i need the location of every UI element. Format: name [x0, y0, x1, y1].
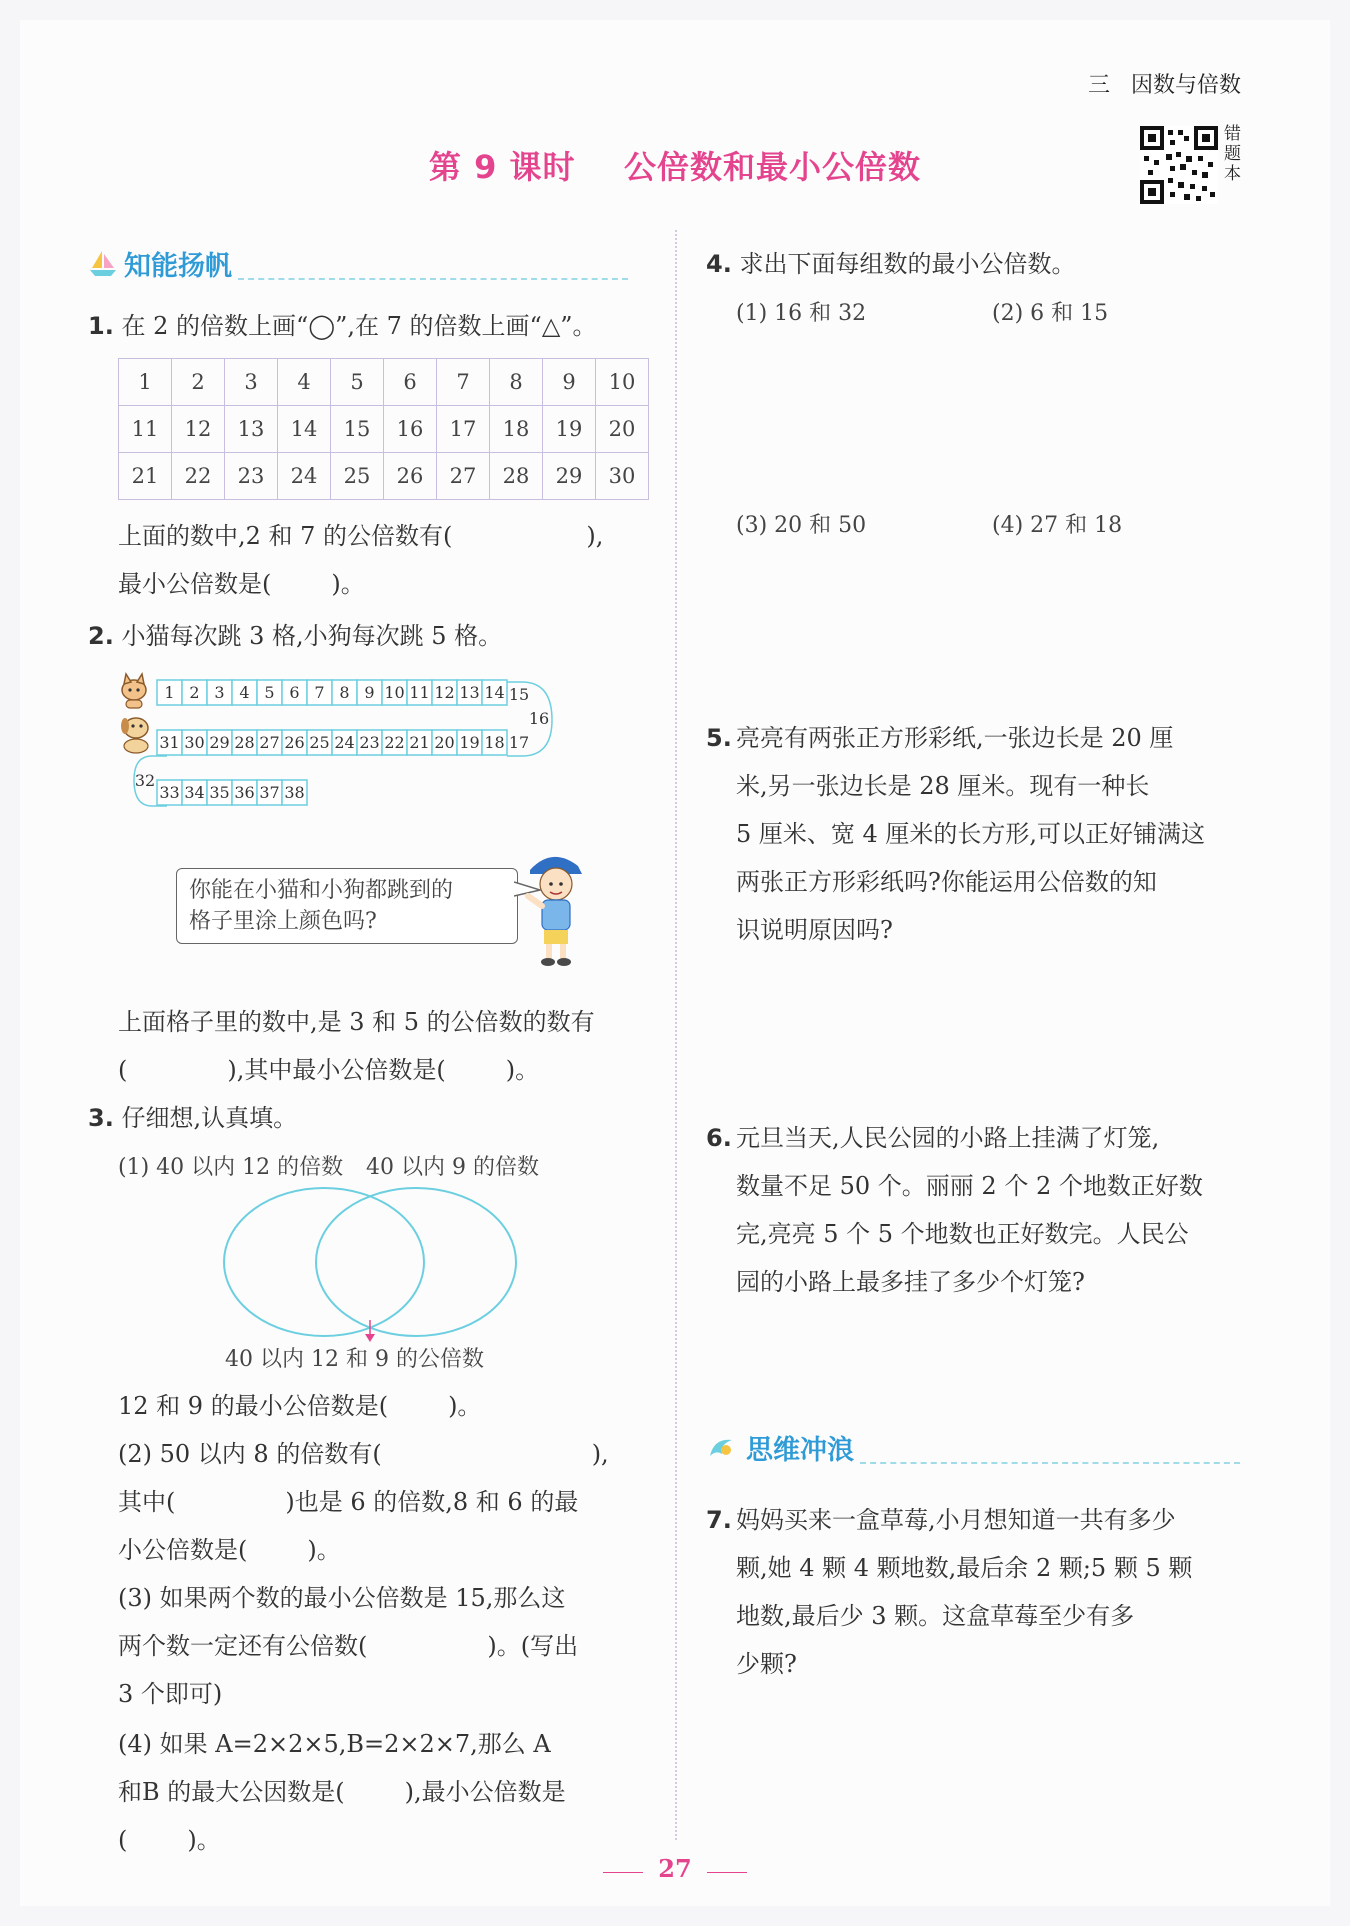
lesson-title	[20, 142, 1330, 188]
q3-part3-line2	[118, 1622, 578, 1670]
track-cell-label: 4	[239, 683, 250, 702]
track-cell-label: 9	[364, 683, 375, 702]
question-line: 识说明原因吗?	[736, 916, 893, 944]
answer-prefix: (	[118, 1056, 128, 1084]
workbook-page	[20, 20, 1330, 1906]
question-line: 完,亮亮 5 个 5 个地数也正好数完。人民公	[736, 1220, 1189, 1248]
answer-suffix: )也是 6 的倍数,8 和 6 的最	[285, 1488, 579, 1516]
grid-cell[interactable]: 5	[331, 359, 384, 406]
grid-cell[interactable]: 24	[278, 453, 331, 500]
question-line: 亮亮有两张正方形彩纸,一张边长是 20 厘	[736, 724, 1174, 752]
question-line: 妈妈买来一盒草莓,小月想知道一共有多少	[736, 1506, 1176, 1534]
venn-label-right: 40 以内 9 的倍数	[366, 1155, 539, 1180]
question-line: 数量不足 50 个。丽丽 2 个 2 个地数正好数	[736, 1172, 1203, 1200]
answer-prefix: (	[118, 1826, 128, 1854]
grid-cell[interactable]: 12	[172, 406, 225, 453]
q3-part2-line2	[118, 1478, 578, 1526]
grid-cell[interactable]: 23	[225, 453, 278, 500]
speech-bubble	[176, 868, 518, 944]
track-cell-label: 35	[209, 783, 230, 802]
q3-part2-line1	[118, 1430, 609, 1478]
track-cell-label: 13	[459, 683, 480, 702]
question-number: 4.	[706, 250, 732, 278]
question-number: 3.	[88, 1104, 114, 1132]
answer-prefix: 其中(	[118, 1488, 176, 1516]
question-line: 5 厘米、宽 4 厘米的长方形,可以正好铺满这	[736, 820, 1206, 848]
section-title-1: 知能扬帆	[124, 251, 232, 282]
grid-cell[interactable]: 10	[596, 359, 649, 406]
answer-suffix: )。	[448, 1392, 482, 1420]
track-cell-label: 19	[459, 733, 480, 752]
question-line: 两张正方形彩纸吗?你能运用公倍数的知	[736, 868, 1157, 896]
track-cell-label: 36	[234, 783, 255, 802]
question-2-text	[88, 612, 502, 660]
chapter-title: 因数与倍数	[1131, 73, 1242, 98]
q3-part2-line3	[118, 1526, 341, 1574]
track-cell-label: 15	[508, 685, 530, 704]
dog-icon	[121, 718, 148, 753]
q4-item-1: (1) 16 和 32	[736, 301, 867, 326]
question-7	[706, 1496, 1193, 1678]
answer-prefix: 12 和 9 的最小公倍数是(	[118, 1392, 389, 1420]
grid-row	[119, 453, 649, 500]
answer-suffix: )。(写出	[487, 1632, 579, 1660]
number-grid	[118, 358, 649, 500]
grid-row	[119, 359, 649, 406]
grid-cell[interactable]: 22	[172, 453, 225, 500]
q3-part4-line1: (4) 如果 A=2×2×5,B=2×2×7,那么 A	[118, 1730, 551, 1758]
grid-cell[interactable]: 14	[278, 406, 331, 453]
track-cell-label: 10	[384, 683, 405, 702]
q3-part3-line1: (3) 如果两个数的最小公倍数是 15,那么这	[118, 1584, 566, 1612]
track-cell-label: 3	[214, 683, 225, 702]
grid-cell[interactable]: 8	[490, 359, 543, 406]
track-cell-label: 21	[409, 733, 430, 752]
grid-cell[interactable]: 29	[543, 453, 596, 500]
answer-suffix: ),	[586, 522, 604, 550]
answer-prefix: 两个数一定还有公倍数(	[118, 1632, 368, 1660]
track-cell-label: 20	[434, 733, 455, 752]
q3-part1-answer	[118, 1382, 481, 1430]
answer-suffix: ),	[591, 1440, 609, 1468]
track-cell-label: 27	[259, 733, 280, 752]
section-heading-1	[88, 242, 648, 288]
grid-cell[interactable]: 21	[119, 453, 172, 500]
question-line: 元旦当天,人民公园的小路上挂满了灯笼,	[736, 1124, 1160, 1152]
q3-part3-line3: 3 个即可)	[118, 1680, 223, 1708]
chapter-number: 三	[1088, 73, 1111, 98]
grid-cell[interactable]: 13	[225, 406, 278, 453]
question-5-lines	[736, 714, 1205, 954]
question-6-lines	[736, 1114, 1203, 1306]
grid-cell[interactable]: 19	[543, 406, 596, 453]
q4-item-4: (4) 27 和 18	[992, 513, 1123, 538]
question-4-prompt: 求出下面每组数的最小公倍数。	[739, 250, 1076, 278]
question-line: 地数,最后少 3 颗。这盒草莓至少有多	[736, 1602, 1135, 1630]
track-cell-label: 8	[339, 683, 350, 702]
bubble-line-1: 你能在小猫和小狗都跳到的	[189, 878, 454, 903]
answer-suffix: )。	[331, 570, 365, 598]
page-number: 27	[658, 1854, 692, 1883]
grid-cell[interactable]: 15	[331, 406, 384, 453]
lesson-number: 第 9 课时	[428, 148, 576, 186]
grid-cell[interactable]: 18	[490, 406, 543, 453]
question-3-prompt: 仔细想,认真填。	[121, 1104, 298, 1132]
track-cell-label: 34	[184, 783, 205, 802]
track-cell-label: 22	[384, 733, 405, 752]
question-6	[706, 1114, 1203, 1296]
grid-cell[interactable]: 7	[437, 359, 490, 406]
section-underline	[860, 1462, 1240, 1464]
question-5	[706, 714, 1206, 944]
track-cell-label: 5	[264, 683, 275, 702]
track-cell-label: 17	[508, 733, 530, 752]
question-7-lines	[736, 1496, 1192, 1688]
grid-cell[interactable]: 25	[331, 453, 384, 500]
grid-cell[interactable]: 9	[543, 359, 596, 406]
question-3-text	[88, 1094, 297, 1142]
venn-circle-left	[224, 1188, 424, 1336]
lesson-name: 公倍数和最小公倍数	[624, 148, 922, 186]
question-number: 2.	[88, 622, 114, 650]
page-footer	[20, 1854, 1330, 1883]
answer-prefix: 上面的数中,2 和 7 的公倍数有(	[118, 522, 453, 550]
answer-suffix: ),最小公倍数是	[404, 1778, 566, 1806]
grid-cell[interactable]: 2	[172, 359, 225, 406]
grid-cell[interactable]: 16	[384, 406, 437, 453]
sailboat-icon	[88, 248, 118, 278]
track-cell-label: 25	[309, 733, 330, 752]
column-divider	[675, 230, 677, 1840]
section-heading-2	[706, 1426, 1266, 1472]
question-1-prompt: 在 2 的倍数上画“◯”,在 7 的倍数上画“△”。	[121, 312, 597, 340]
track-cell-label: 33	[159, 783, 180, 802]
venn-label-left: (1) 40 以内 12 的倍数	[118, 1155, 344, 1180]
question-number: 6.	[706, 1124, 732, 1152]
grid-cell[interactable]: 4	[278, 359, 331, 406]
answer-suffix: )。	[505, 1056, 540, 1084]
grid-cell[interactable]: 1	[119, 359, 172, 406]
grid-cell[interactable]: 30	[596, 453, 649, 500]
grid-row	[119, 406, 649, 453]
track-cell-label: 31	[159, 733, 180, 752]
grid-cell[interactable]: 3	[225, 359, 278, 406]
question-number: 1.	[88, 312, 114, 340]
question-number: 7.	[706, 1506, 732, 1534]
track-cell-label: 16	[528, 709, 550, 728]
question-2-answer-line-2	[118, 1046, 539, 1094]
track-cell-label: 14	[484, 683, 505, 702]
chapter-header	[1088, 68, 1241, 99]
grid-cell[interactable]: 27	[437, 453, 490, 500]
grid-cell[interactable]: 20	[596, 406, 649, 453]
boy-icon	[520, 848, 590, 968]
track-cell-label: 24	[334, 733, 355, 752]
track-cell-label: 2	[189, 683, 200, 702]
grid-cell[interactable]: 28	[490, 453, 543, 500]
venn-diagram	[220, 1184, 520, 1344]
track-cell-label: 1	[164, 683, 175, 702]
answer-prefix: 最小公倍数是(	[118, 570, 272, 598]
track-cell-label: 30	[184, 733, 205, 752]
track-cell-label: 18	[484, 733, 505, 752]
qr-code[interactable]	[1140, 126, 1218, 204]
question-1-answer-line-1	[118, 512, 603, 560]
answer-prefix: (2) 50 以内 8 的倍数有(	[118, 1440, 382, 1468]
q3-part4-line2	[118, 1768, 566, 1816]
track-cell-label: 12	[434, 683, 455, 702]
track-cell-label: 6	[289, 683, 300, 702]
track-cell-label: 11	[409, 683, 430, 702]
track-cell-label: 32	[134, 771, 156, 790]
track-cell-label: 7	[314, 683, 325, 702]
question-line: 米,另一张边长是 28 厘米。现有一种长	[736, 772, 1150, 800]
qr-label: 错题本	[1224, 124, 1241, 184]
section-title-2: 思维冲浪	[746, 1435, 854, 1466]
venn-circle-right	[316, 1188, 516, 1336]
track-cell-label: 29	[209, 733, 230, 752]
track-cell-label: 26	[284, 733, 305, 752]
grid-cell[interactable]: 11	[119, 406, 172, 453]
question-1-text	[88, 302, 597, 350]
grid-cell[interactable]: 6	[384, 359, 437, 406]
track-cell-label: 37	[259, 783, 280, 802]
question-1-answer-line-2	[118, 560, 365, 608]
track-cell-label: 38	[284, 783, 305, 802]
question-number: 5.	[706, 724, 732, 752]
question-2-answer-line-1: 上面格子里的数中,是 3 和 5 的公倍数的数有	[118, 1008, 595, 1036]
wave-icon	[706, 1432, 738, 1464]
question-4-text	[706, 240, 1075, 288]
grid-cell[interactable]: 26	[384, 453, 437, 500]
answer-middle: ),其中最小公倍数是(	[227, 1056, 446, 1084]
q4-item-2: (2) 6 和 15	[992, 301, 1109, 326]
q4-item-3: (3) 20 和 50	[736, 513, 867, 538]
answer-prefix: 小公倍数是(	[118, 1536, 248, 1564]
answer-suffix: )。	[307, 1536, 341, 1564]
cat-icon	[122, 674, 146, 708]
answer-suffix: )。	[187, 1826, 221, 1854]
bubble-line-2: 格子里涂上颜色吗?	[189, 909, 377, 934]
question-line: 少颗?	[736, 1650, 797, 1678]
question-line: 颗,她 4 颗 4 颗地数,最后余 2 颗;5 颗 5 颗	[736, 1554, 1193, 1582]
track-cell-label: 28	[234, 733, 255, 752]
question-line: 园的小路上最多挂了多少个灯笼?	[736, 1268, 1085, 1296]
grid-cell[interactable]: 17	[437, 406, 490, 453]
answer-prefix: 和B 的最大公因数是(	[118, 1778, 345, 1806]
venn-caption: 40 以内 12 和 9 的公倍数	[225, 1347, 484, 1372]
section-underline	[238, 278, 628, 280]
track-cell-label: 23	[359, 733, 380, 752]
question-2-prompt: 小猫每次跳 3 格,小狗每次跳 5 格。	[121, 622, 503, 650]
